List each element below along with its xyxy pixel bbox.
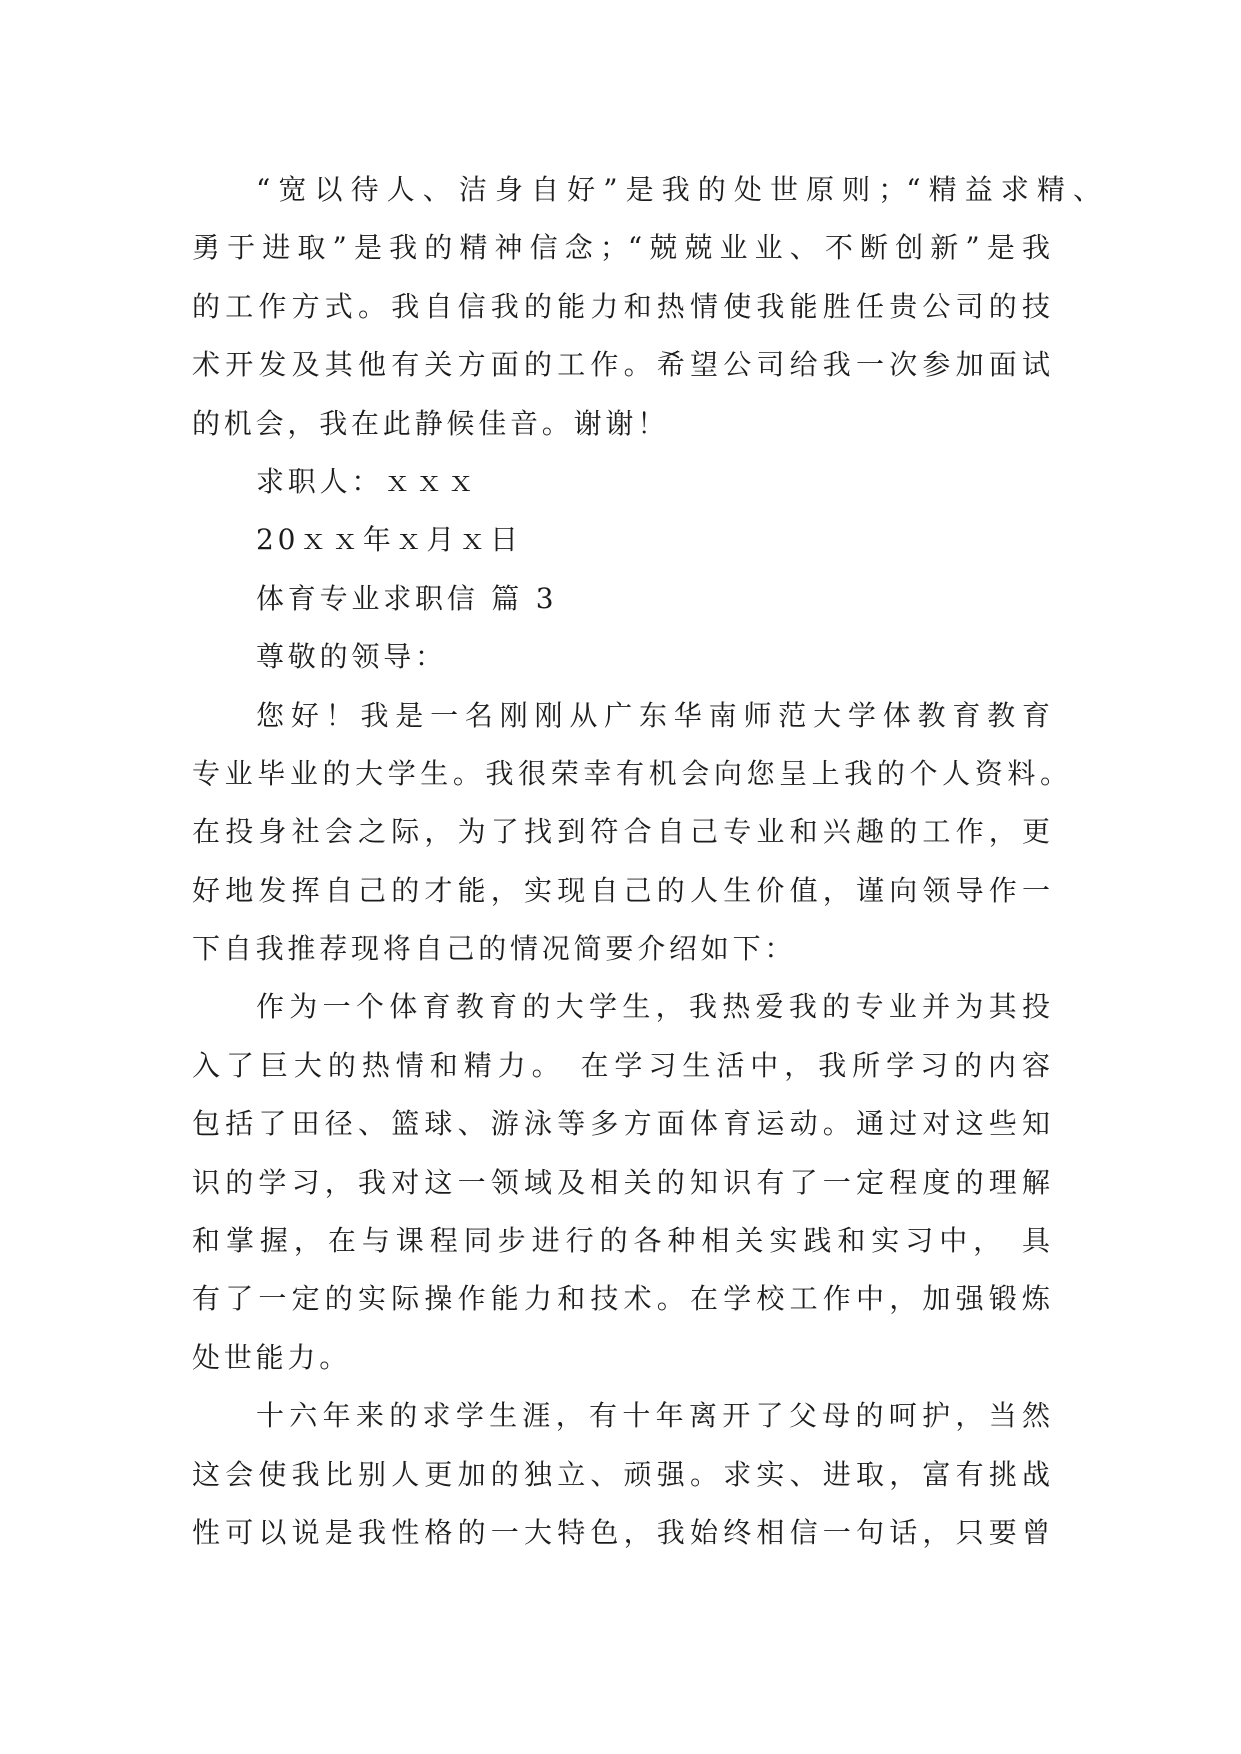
text-line: 好地发挥自己的才能，实现自己的人生价值，谨向领导作一 [192, 873, 1050, 907]
text-line: “宽以待人、洁身自好”是我的处世原则；“精益求精、 [256, 173, 1101, 206]
salutation: 尊敬的领导： [256, 640, 447, 674]
text-line: 术开发及其他有关方面的工作。希望公司给我一次参加面试 [192, 348, 1050, 382]
text-line: 的工作方式。我自信我的能力和热情使我能胜任贵公司的技 [192, 289, 1050, 323]
text-line: 下自我推荐现将自己的情况简要介绍如下： [192, 932, 797, 966]
text-line: 勇于进取”是我的精神信念；“兢兢业业、不断创新”是我 [192, 231, 1050, 265]
text-line: 入了巨大的热情和精力。 在学习生活中，我所学习的内容 [192, 1048, 1050, 1082]
text-line: 十六年来的求学生涯，有十年离开了父母的呵护，当然 [256, 1399, 1050, 1433]
text-line: 作为一个体育教育的大学生，我热爱我的专业并为其投 [256, 990, 1050, 1024]
date-line: 20ｘｘ年ｘ月ｘ日 [256, 523, 522, 557]
text-line: 识的学习，我对这一领域及相关的知识有了一定程度的理解 [192, 1165, 1050, 1199]
text-line: 和掌握，在与课程同步进行的各种相关实践和实习中， 具 [192, 1224, 1050, 1258]
paragraph [192, 1387, 1122, 1562]
text-line: 这会使我比别人更加的独立、顽强。求实、进取，富有挑战 [192, 1457, 1050, 1491]
letter-title: 体育专业求职信 篇 3 [256, 581, 558, 615]
text-line: 处世能力。 [192, 1340, 352, 1374]
text-line: 的机会，我在此静候佳音。谢谢！ [192, 406, 670, 440]
text-line: 包括了田径、篮球、游泳等多方面体育运动。通过对这些知 [192, 1107, 1050, 1141]
document-body [192, 161, 1122, 1562]
text-line: 有了一定的实际操作能力和技术。在学校工作中，加强锻炼 [192, 1282, 1050, 1316]
text-line: 性可以说是我性格的一大特色，我始终相信一句话，只要曾 [192, 1515, 1050, 1549]
paragraph [192, 687, 1122, 979]
text-line: 您好！我是一名刚刚从广东华南师范大学体教育教育 [256, 698, 1050, 732]
paragraph [192, 978, 1122, 1387]
text-line: 在投身社会之际，为了找到符合自己专业和兴趣的工作，更 [192, 815, 1050, 849]
paragraph [192, 161, 1122, 453]
text-line: 专业毕业的大学生。我很荣幸有机会向您呈上我的个人资料。 [192, 756, 1068, 790]
signature-line: 求职人：ｘｘｘ [256, 464, 479, 498]
